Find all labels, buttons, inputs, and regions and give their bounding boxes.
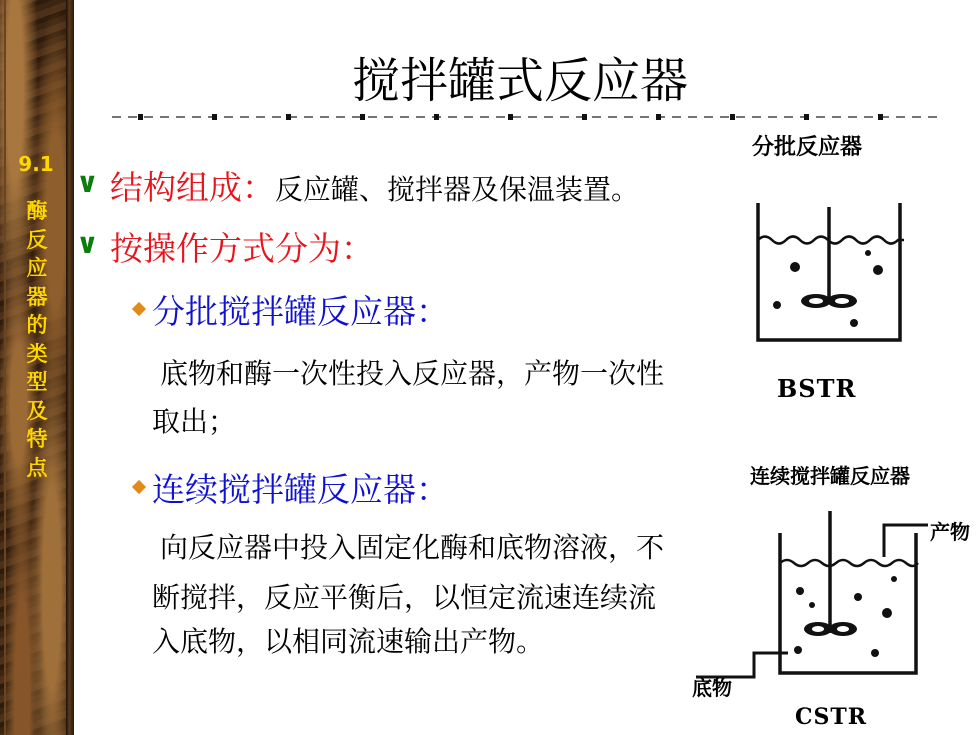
subitem-description-line: 入底物，以相同流速输出产物。	[152, 625, 545, 658]
batch-reactor-heading: 分批反应器	[752, 134, 863, 160]
batch-reactor-diagram	[750, 195, 910, 347]
bullet-structure	[110, 162, 639, 209]
bullet-label: 按操作方式分为：	[110, 229, 374, 268]
bullet-label: 结构组成：	[110, 168, 275, 207]
sidebar-edge	[66, 0, 74, 735]
diamond-bullet-icon	[132, 302, 146, 316]
title-divider	[112, 113, 944, 121]
outlet-label: 产物	[930, 520, 970, 544]
subitem-description-line: 断搅拌，反应平衡后，以恒定流速连续流	[152, 581, 657, 614]
sidebar-border	[4, 0, 6, 735]
check-icon: ∨	[76, 166, 99, 199]
batch-reactor-caption: BSTR	[777, 374, 857, 403]
diamond-bullet-icon	[132, 480, 146, 494]
continuous-reactor-diagram	[688, 505, 938, 695]
subitem-description-line: 底物和酶一次性投入反应器，产物一次性	[160, 357, 665, 390]
section-number: 9.1	[18, 152, 54, 176]
bullet-operation-mode	[110, 223, 374, 270]
subitem-label: 分批搅拌罐反应器：	[152, 292, 449, 331]
inlet-label: 底物	[692, 676, 732, 700]
page-title: 搅拌罐式反应器	[351, 53, 688, 109]
bullet-text: 反应罐、搅拌器及保温装置。	[275, 173, 640, 206]
check-icon: ∨	[76, 227, 99, 260]
subitem-continuous	[152, 464, 449, 511]
section-title: 酶反应器的类型及特点	[26, 198, 48, 480]
subitem-description-line: 向反应器中投入固定化酶和底物溶液，不	[160, 531, 665, 564]
continuous-reactor-caption: CSTR	[795, 704, 868, 730]
subitem-batch	[152, 286, 449, 333]
subitem-description-line: 取出；	[152, 405, 237, 438]
subitem-label: 连续搅拌罐反应器：	[152, 470, 449, 509]
continuous-reactor-heading: 连续搅拌罐反应器	[750, 464, 910, 488]
